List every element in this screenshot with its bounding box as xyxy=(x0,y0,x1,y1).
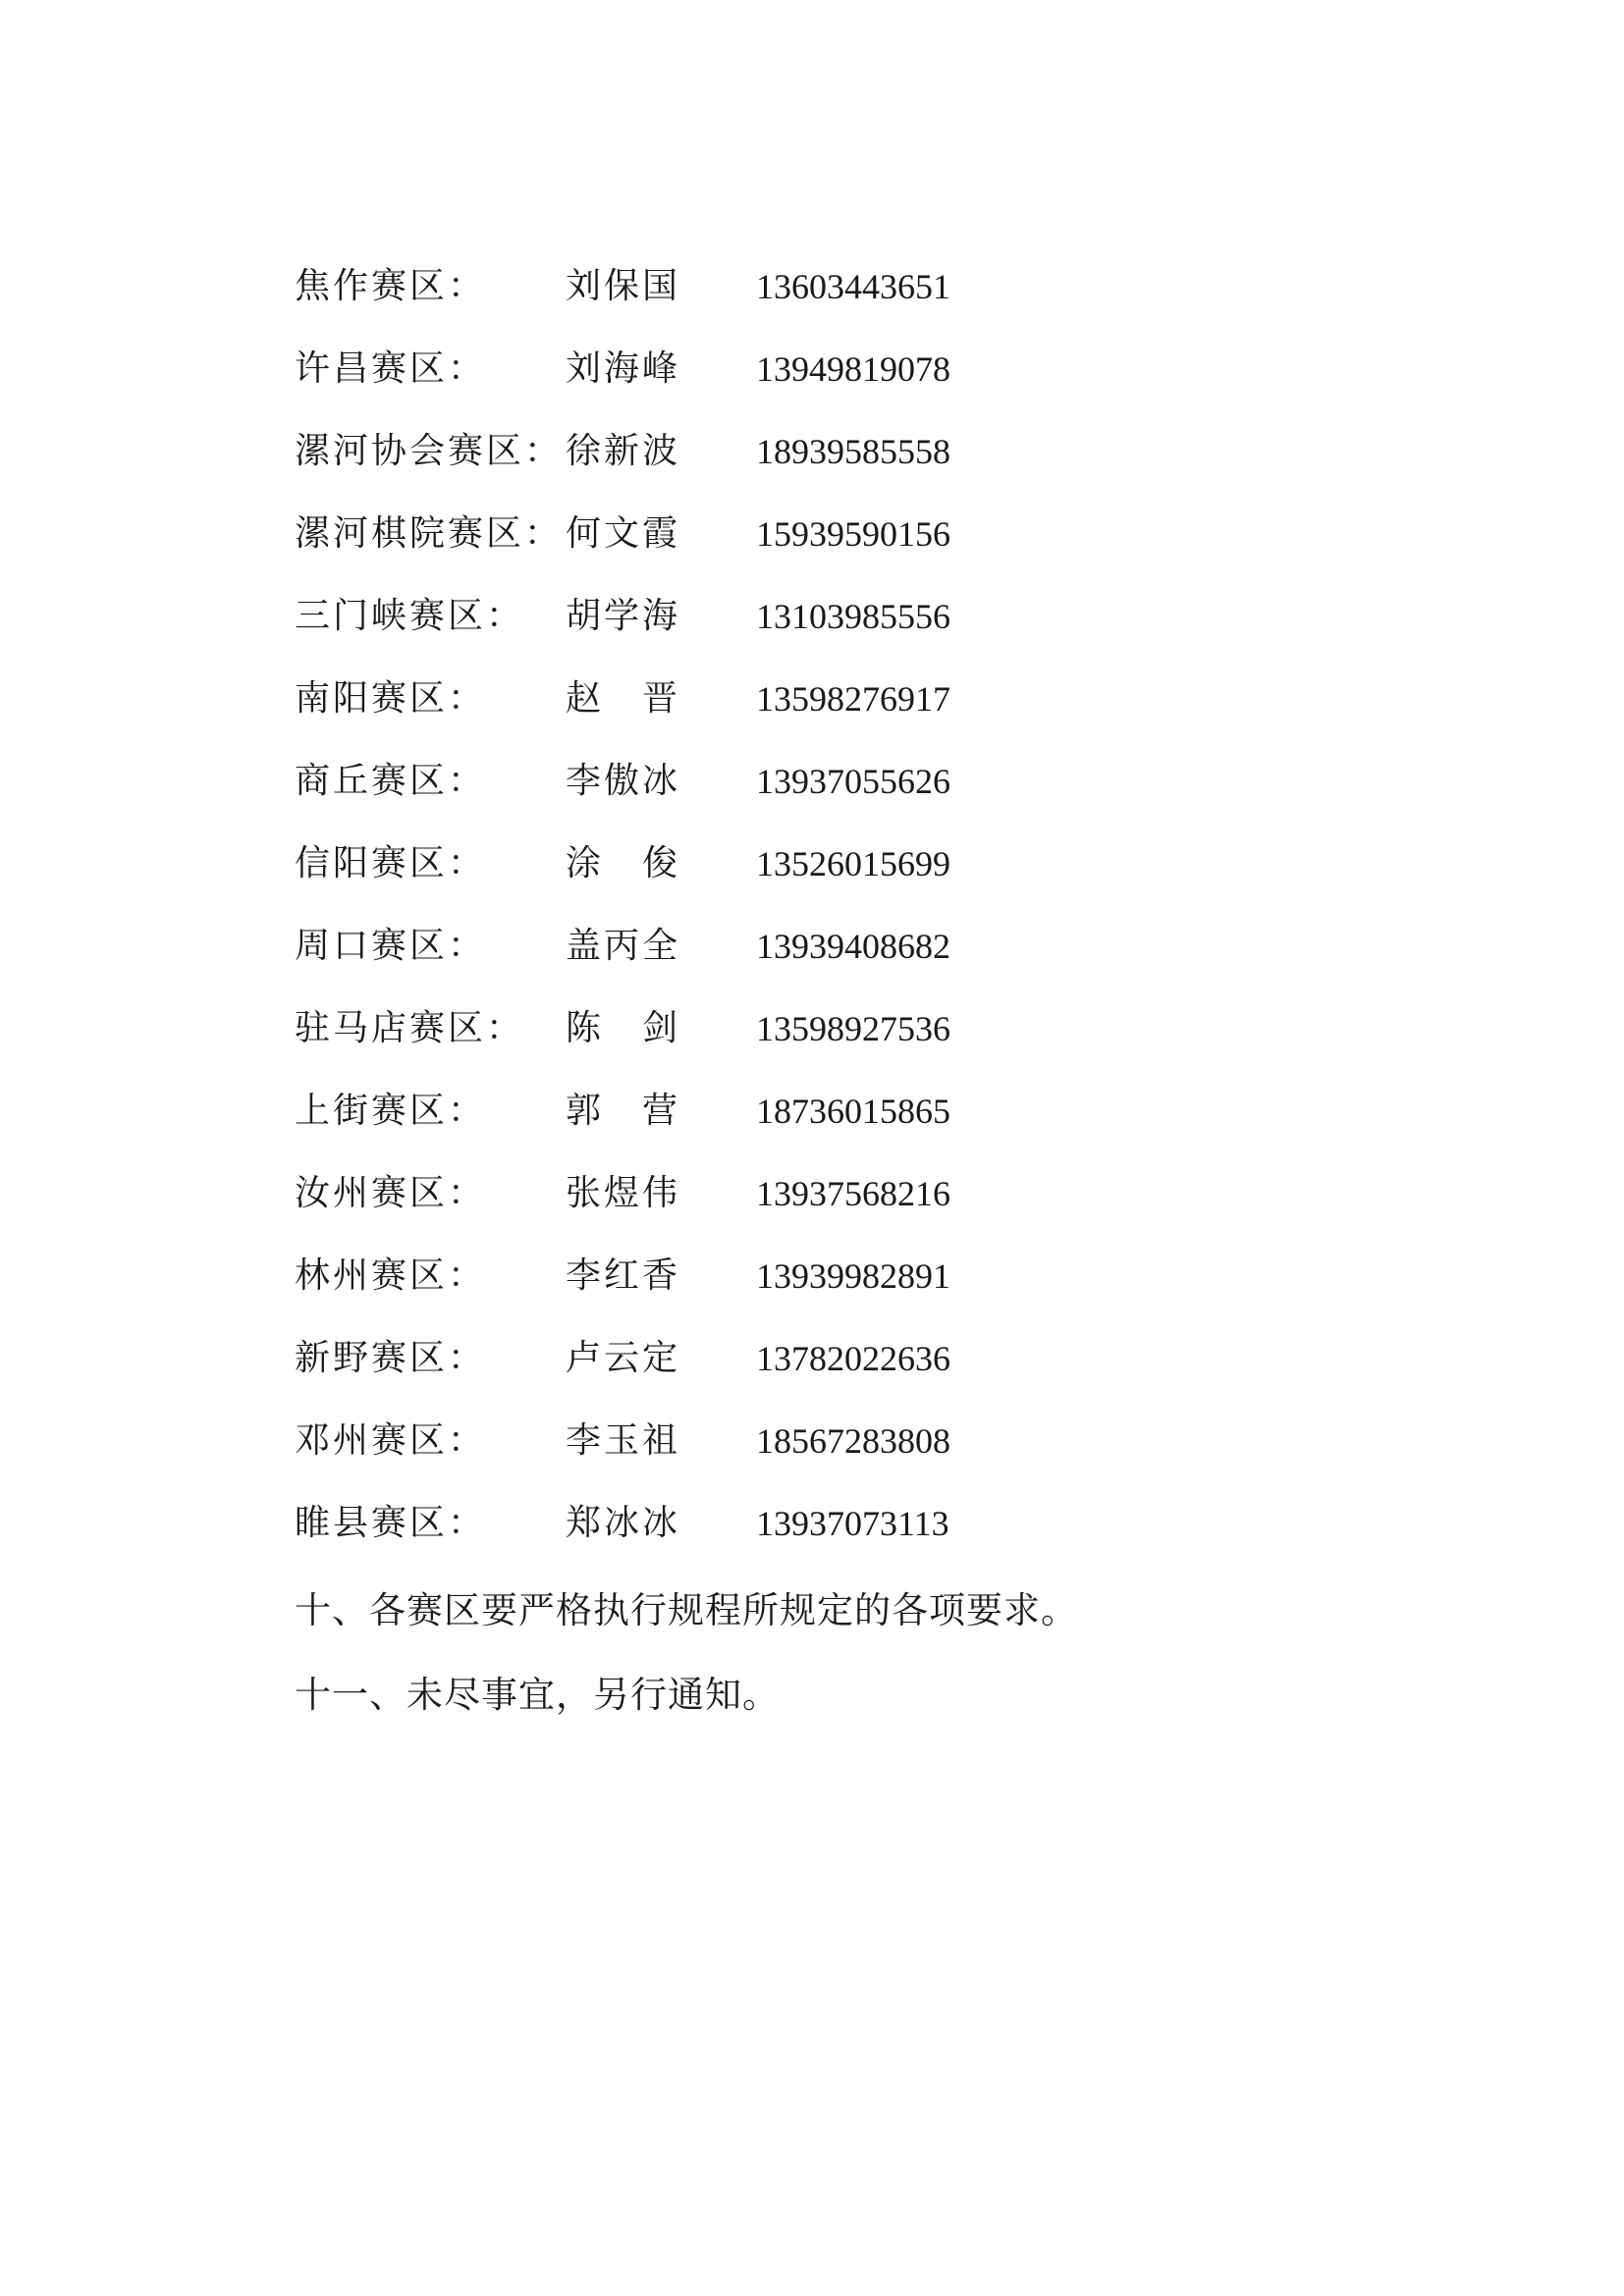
contact-person: 李傲冰 xyxy=(566,761,677,801)
phone-number: 13598276917 xyxy=(756,679,950,719)
contact-row xyxy=(295,493,1178,575)
contact-list xyxy=(295,245,1178,1565)
contact-person: 涂俊 xyxy=(566,843,677,883)
contact-row xyxy=(295,575,1178,658)
phone-number: 13939982891 xyxy=(756,1256,950,1296)
contact-row xyxy=(295,328,1178,410)
region-name: 信阳赛区： xyxy=(295,843,487,883)
region-name: 邓州赛区： xyxy=(295,1420,487,1461)
region-name: 南阳赛区： xyxy=(295,678,487,719)
region-name: 驻马店赛区： xyxy=(295,1008,525,1048)
contact-row xyxy=(295,410,1178,493)
phone-number: 13598927536 xyxy=(756,1009,950,1048)
contact-row xyxy=(295,245,1178,328)
contact-row xyxy=(295,823,1178,905)
region-name: 商丘赛区： xyxy=(295,761,487,801)
region-name: 新野赛区： xyxy=(295,1338,487,1378)
closing-notes xyxy=(295,1569,1375,1737)
contact-person: 胡学海 xyxy=(566,596,677,636)
note-item-10: 十、各赛区要严格执行规程所规定的各项要求。 xyxy=(295,1589,1078,1631)
contact-person: 李红香 xyxy=(566,1255,677,1296)
phone-number: 13603443651 xyxy=(756,267,950,306)
phone-number: 13526015699 xyxy=(756,844,950,883)
region-name: 上街赛区： xyxy=(295,1091,487,1131)
phone-number: 13939408682 xyxy=(756,927,950,966)
region-name: 漯河棋院赛区： xyxy=(295,513,564,554)
contact-person: 陈剑 xyxy=(566,1008,677,1048)
region-name: 许昌赛区： xyxy=(295,348,487,389)
phone-number: 13782022636 xyxy=(756,1339,950,1378)
contact-person: 赵晋 xyxy=(566,678,677,719)
contact-person: 盖丙全 xyxy=(566,926,677,966)
phone-number: 18939585558 xyxy=(756,432,950,471)
contact-row xyxy=(295,1317,1178,1400)
phone-number: 13949819078 xyxy=(756,349,950,389)
contact-row xyxy=(295,905,1178,988)
contact-row xyxy=(295,1070,1178,1152)
region-name: 睢县赛区： xyxy=(295,1503,487,1543)
contact-row xyxy=(295,1400,1178,1482)
contact-person: 张煜伟 xyxy=(566,1173,677,1213)
contact-row xyxy=(295,1482,1178,1565)
contact-person: 卢云定 xyxy=(566,1338,677,1378)
contact-person: 郑冰冰 xyxy=(566,1503,677,1543)
region-name: 林州赛区： xyxy=(295,1255,487,1296)
region-name: 三门峡赛区： xyxy=(295,596,525,636)
region-name: 漯河协会赛区： xyxy=(295,431,564,471)
region-name: 焦作赛区： xyxy=(295,266,487,306)
contact-person: 徐新波 xyxy=(566,431,677,471)
contact-row xyxy=(295,1235,1178,1317)
contact-row xyxy=(295,988,1178,1070)
phone-number: 13937055626 xyxy=(756,762,950,801)
contact-person: 刘海峰 xyxy=(566,348,677,389)
phone-number: 18736015865 xyxy=(756,1092,950,1131)
contact-person: 何文霞 xyxy=(566,513,677,554)
contact-person: 郭营 xyxy=(566,1091,677,1131)
contact-row xyxy=(295,1152,1178,1235)
phone-number: 13937568216 xyxy=(756,1174,950,1213)
note-item-11: 十一、未尽事宜，另行通知。 xyxy=(295,1674,780,1716)
contact-person: 刘保国 xyxy=(566,266,677,306)
phone-number: 13937073113 xyxy=(756,1504,949,1543)
contact-row xyxy=(295,658,1178,740)
phone-number: 18567283808 xyxy=(756,1421,950,1461)
phone-number: 13103985556 xyxy=(756,597,950,636)
region-name: 周口赛区： xyxy=(295,926,487,966)
phone-number: 15939590156 xyxy=(756,514,950,554)
contact-person: 李玉祖 xyxy=(566,1420,677,1461)
region-name: 汝州赛区： xyxy=(295,1173,487,1213)
contact-row xyxy=(295,740,1178,823)
